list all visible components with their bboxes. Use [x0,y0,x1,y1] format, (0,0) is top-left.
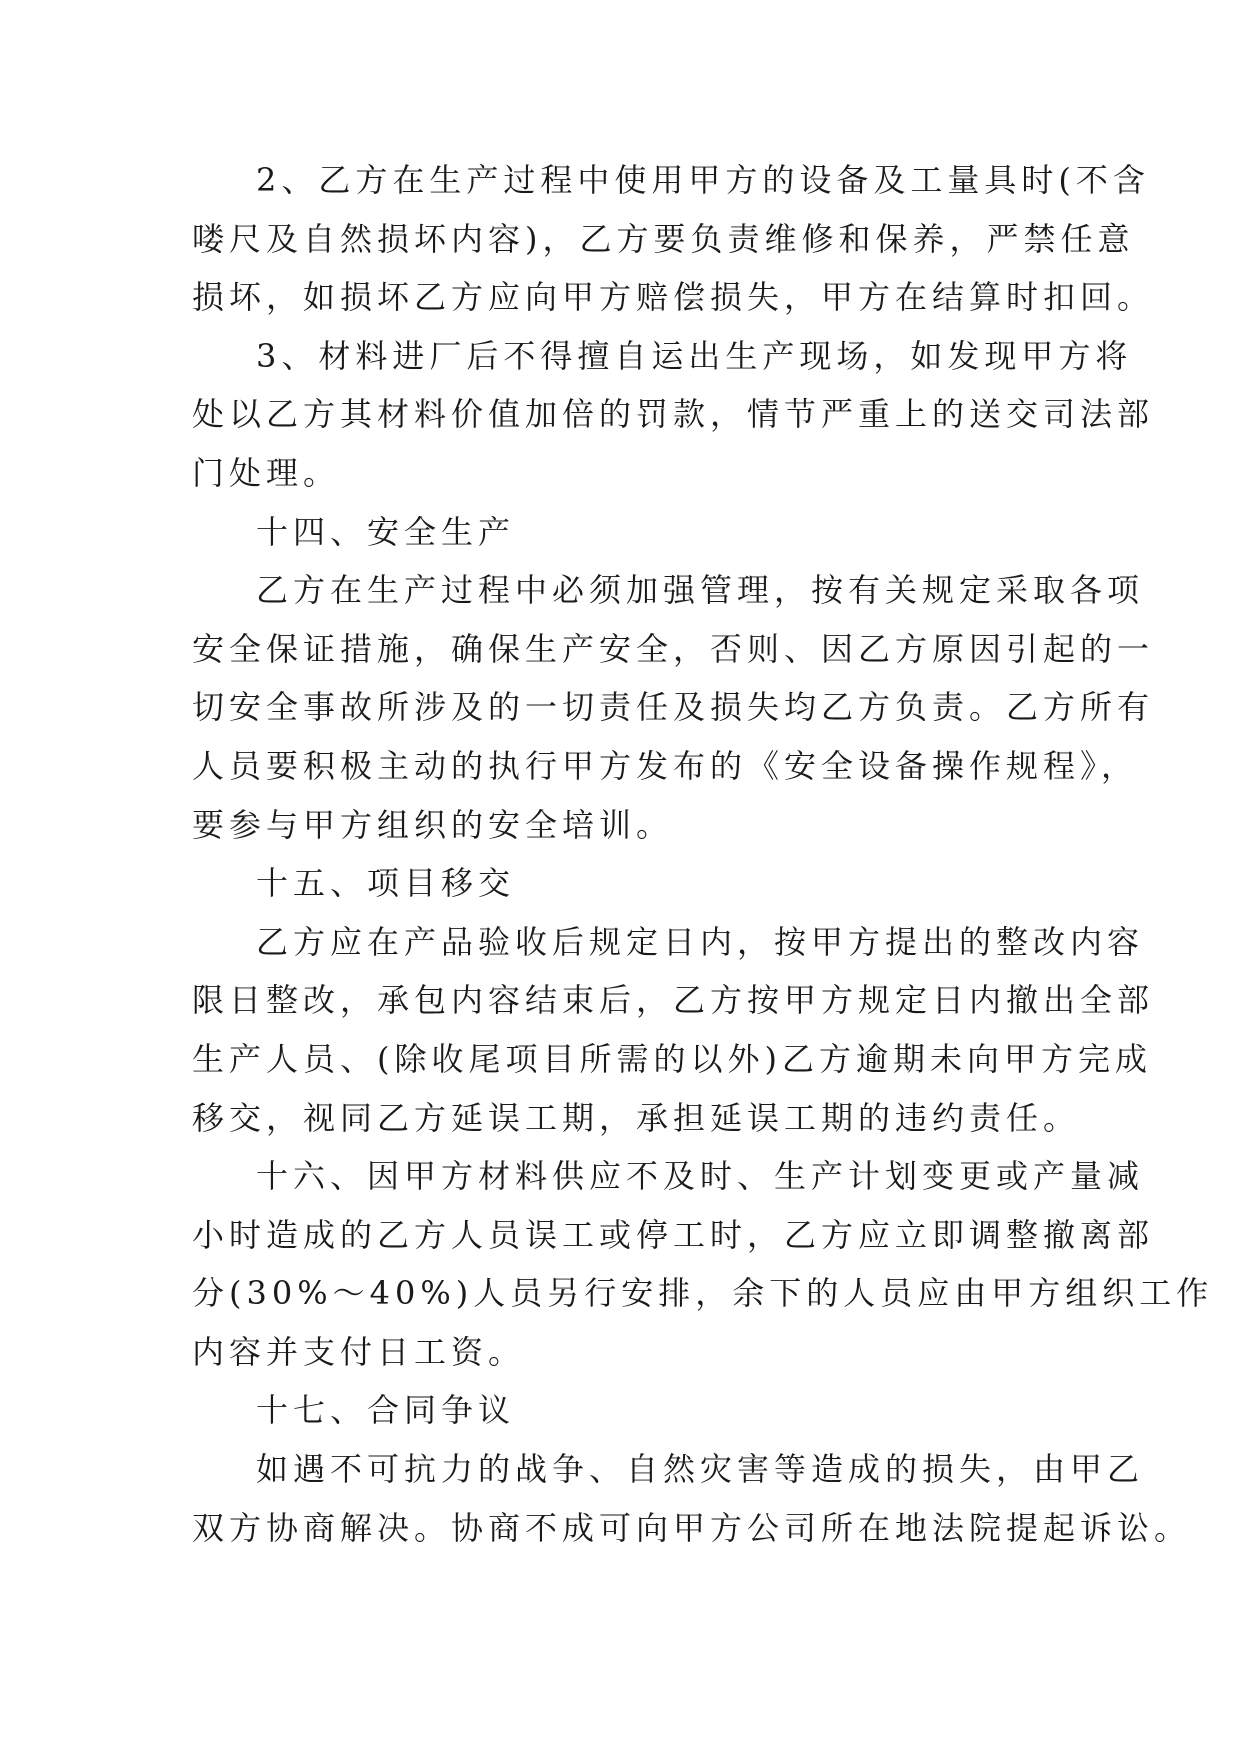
text-line: 处以乙方其材料价值加倍的罚款，情节严重上的送交司法部 [192,395,1155,434]
clause-13-3 [192,327,1155,503]
section-heading-15 [192,854,1054,913]
clause-15-body [192,913,1155,1147]
text-line: 十六、因甲方材料供应不及时、生产计划变更或产量减 [256,1157,1145,1196]
text-line: 生产人员、(除收尾项目所需的以外)乙方逾期未向甲方完成 [192,1039,1152,1078]
section-heading-14 [192,503,1054,562]
text-line: 门处理。 [192,453,341,492]
text-line: 要参与甲方组织的安全培训。 [192,805,674,844]
heading-line: 十七、合同争议 [256,1391,516,1430]
clause-17-body [192,1440,1192,1557]
text-line: 内容并支付日工资。 [192,1332,526,1371]
clause-16 [192,1147,1214,1381]
text-line: 如遇不可抗力的战争、自然灾害等造成的损失，由甲乙 [256,1450,1145,1489]
heading-line: 十五、项目移交 [256,864,516,903]
text-line: 乙方应在产品验收后规定日内，按甲方提出的整改内容 [256,922,1145,961]
text-line: 切安全事故所涉及的一切责任及损失均乙方负责。乙方所有 [192,688,1155,727]
heading-line: 十四、安全生产 [256,512,516,551]
clause-14-body [192,561,1155,854]
section-heading-17 [192,1381,1054,1440]
text-line: 3、材料进厂后不得擅自运出生产现场，如发现甲方将 [256,336,1133,375]
text-line: 喽尺及自然损坏内容)，乙方要负责维修和保养，严禁任意 [192,219,1135,258]
clause-13-2 [192,151,1155,327]
text-line: 双方协商解决。协商不成可向甲方公司所在地法院提起诉讼。 [192,1508,1192,1547]
text-line: 人员要积极主动的执行甲方发布的《安全设备操作规程》， [192,746,1139,785]
document-page [192,151,1214,1557]
text-line: 限日整改，承包内容结束后，乙方按甲方规定日内撤出全部 [192,981,1155,1020]
text-line: 小时造成的乙方人员误工或停工时，乙方应立即调整撤离部 [192,1215,1155,1254]
text-line: 损坏，如损坏乙方应向甲方赔偿损失，甲方在结算时扣回。 [192,278,1155,317]
text-line: 移交，视同乙方延误工期，承担延误工期的违约责任。 [192,1098,1081,1137]
text-line: 分(30%～40%)人员另行安排，余下的人员应由甲方组织工作 [192,1274,1214,1313]
text-line: 2、乙方在生产过程中使用甲方的设备及工量具时(不含 [256,161,1150,199]
text-line: 乙方在生产过程中必须加强管理，按有关规定采取各项 [256,571,1145,610]
text-line: 安全保证措施，确保生产安全，否则、因乙方原因引起的一 [192,629,1155,668]
